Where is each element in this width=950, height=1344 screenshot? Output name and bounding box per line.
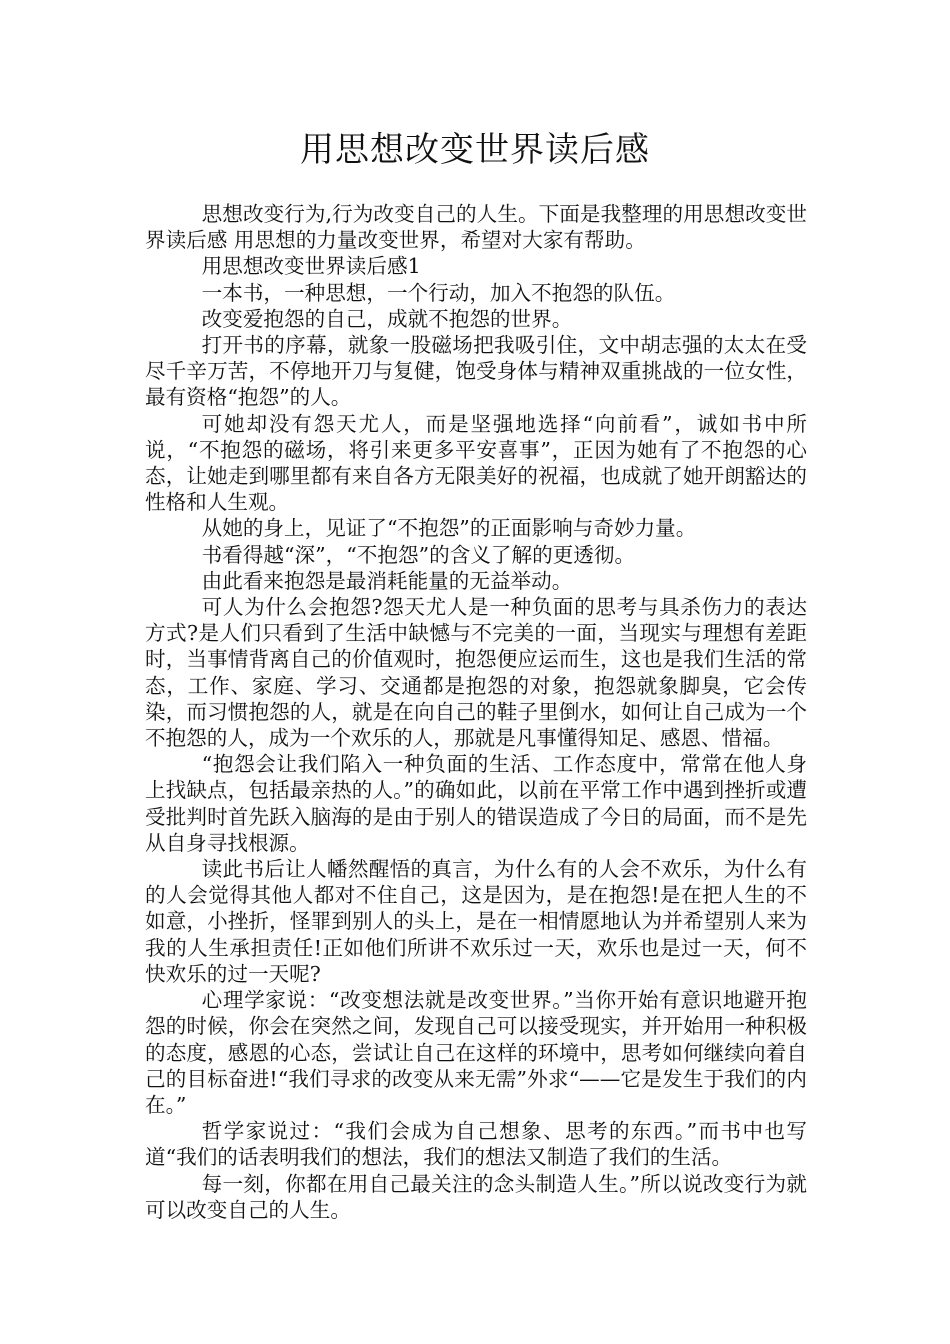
paragraph: 每一刻，你都在用自己最关注的念头制造人生。”所以说改变行为就可以改变自己的人生。 <box>145 1171 807 1222</box>
paragraph: 一本书，一种思想，一个行动，加入不抱怨的队伍。 <box>201 280 676 305</box>
paragraph: 可人为什么会抱怨?怨天尤人是一种负面的思考与具杀伤力的表达方式?是人们只看到了生活中缺憾与不完美的一面，当现实与理想有差距时，当事情背离自己的价值观时，抱怨便应运而生，这也是我们生活的常态，工作、家庭、学习、交通都是抱怨的对象，抱怨就象脚臭，它会传染，而习惯抱怨的人，就是在向自己的鞋子里倒水，如何让自己成为一个不抱怨的人，成为一个欢乐的人，那就是凡事懂得知足、感恩、惜福。 <box>145 595 807 751</box>
paragraph: 可她却没有怨天尤人，而是坚强地选择“向前看”，诚如书中所说，“不抱怨的磁场，将引来更多平安喜事”，正因为她有了不抱怨的心态，让她走到哪里都有来自各方无限美好的祝福，也成就了她开朗豁达的性格和人生观。 <box>145 411 807 515</box>
paragraph: 心理学家说：“改变想法就是改变世界。”当你开始有意识地避开抱怨的时候，你会在突然之间，发现自己可以接受现实，并开始用一种积极的态度，感恩的心态，尝试让自己在这样的环境中，思考如何继续向着自己的目标奋进!“我们寻求的改变从来无需”外求“——它是发生于我们的内在。” <box>145 988 807 1117</box>
paragraph: 由此看来抱怨是最消耗能量的无益举动。 <box>201 568 573 593</box>
paragraph: 思想改变行为,行为改变自己的人生。下面是我整理的用思想改变世界读后感 用思想的力量改变世界，希望对大家有帮助。 <box>145 202 807 253</box>
paragraph: 打开书的序幕，就象一股磁场把我吸引住，文中胡志强的太太在受尽千辛万苦，不停地开刀与复健，饱受身体与精神双重挑战的一位女性，最有资格“抱怨”的人。 <box>145 333 807 410</box>
paragraph: 书看得越“深”，“不抱怨”的含义了解的更透彻。 <box>201 542 636 567</box>
document-title: 用思想改变世界读后感 <box>300 130 650 170</box>
paragraph: 改变爱抱怨的自己，成就不抱怨的世界。 <box>201 306 573 331</box>
paragraph: 哲学家说过：“我们会成为自己想象、思考的东西。”而书中也写道“我们的话表明我们的想法，我们的想法又制造了我们的生活。 <box>145 1119 807 1170</box>
paragraph: 从她的身上，见证了“不抱怨”的正面影响与奇妙力量。 <box>201 516 697 541</box>
paragraph: 读此书后让人幡然醒悟的真言，为什么有的人会不欢乐，为什么有的人会觉得其他人都对不住自己，这是因为，是在抱怨!是在把人生的不如意，小挫折，怪罪到别人的头上，是在一相情愿地认为并希望别人来为我的人生承担责任!正如他们所讲不欢乐过一天，欢乐也是过一天，何不快欢乐的过一天呢? <box>145 857 807 986</box>
section-heading: 用思想改变世界读后感1 <box>201 254 421 279</box>
document-body <box>145 201 807 1223</box>
paragraph: “抱怨会让我们陷入一种负面的生活、工作态度中，常常在他人身上找缺点，包括最亲热的人。”的确如此，以前在平常工作中遇到挫折或遭受批判时首先跃入脑海的是由于别人的错误造成了今日的局面，而不是先从自身寻找根源。 <box>145 752 807 855</box>
